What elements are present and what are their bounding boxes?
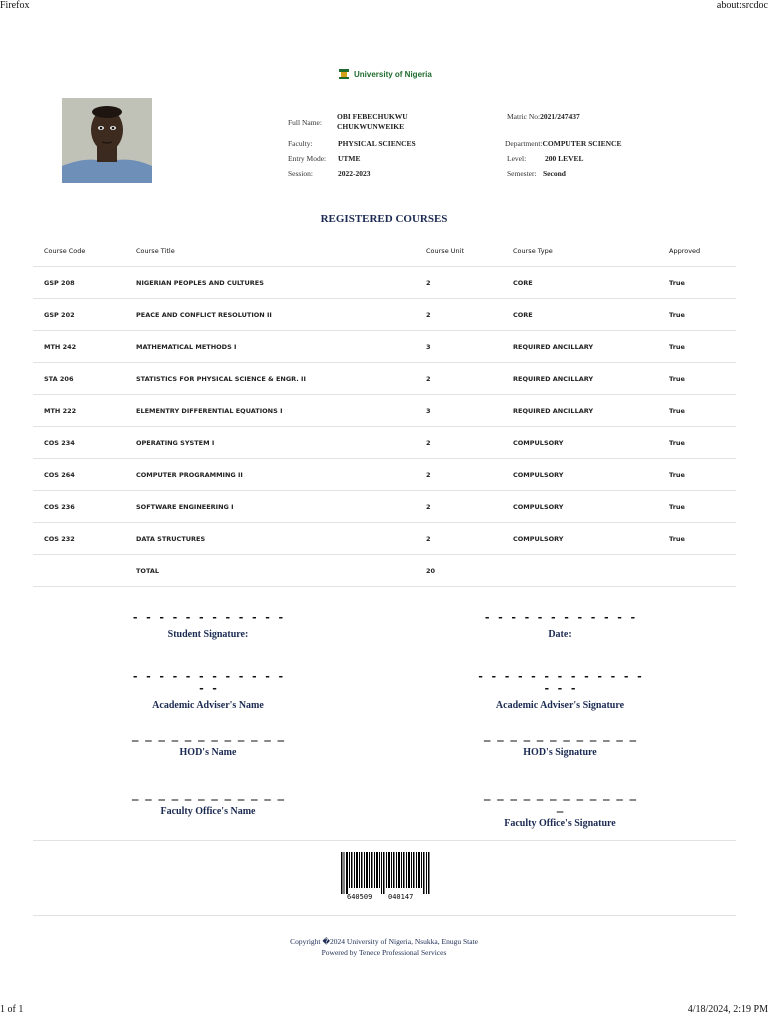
courses-table bbox=[33, 236, 736, 587]
course-code: COS 232 bbox=[33, 523, 125, 555]
total-units: 20 bbox=[415, 555, 502, 587]
course-approved: True bbox=[658, 299, 736, 331]
table-row bbox=[33, 427, 736, 459]
course-type: COMPULSORY bbox=[502, 459, 658, 491]
course-unit: 2 bbox=[415, 459, 502, 491]
faculty-office-signature-block bbox=[482, 789, 638, 829]
table-row bbox=[33, 267, 736, 299]
powered-by-text: Powered by Tenece Professional Services bbox=[321, 948, 447, 957]
course-code: MTH 222 bbox=[33, 395, 125, 427]
course-title: NIGERIAN PEOPLES AND CULTURES bbox=[125, 267, 415, 299]
course-code: COS 236 bbox=[33, 491, 125, 523]
header-approved: Approved bbox=[658, 236, 736, 267]
course-title: SOFTWARE ENGINEERING I bbox=[125, 491, 415, 523]
signature-line: - - - - - - - - - - - - bbox=[483, 611, 637, 624]
course-code: COS 234 bbox=[33, 427, 125, 459]
total-label: TOTAL bbox=[125, 555, 415, 587]
header-course-unit: Course Unit bbox=[415, 236, 502, 267]
adviser-signature-label: Academic Adviser's Signature bbox=[495, 700, 625, 711]
matric-field: Matric No:2021/247437 bbox=[507, 112, 580, 121]
semester-value: Second bbox=[543, 169, 566, 178]
full-name-value bbox=[337, 112, 408, 132]
course-approved: True bbox=[658, 395, 736, 427]
table-row bbox=[33, 331, 736, 363]
hod-name-block bbox=[130, 730, 286, 758]
page-url: about:srcdoc bbox=[716, 0, 768, 11]
course-title: PEACE AND CONFLICT RESOLUTION II bbox=[125, 299, 415, 331]
hod-signature-label: HOD's Signature bbox=[523, 747, 597, 758]
table-row bbox=[33, 523, 736, 555]
table-row bbox=[33, 491, 736, 523]
course-approved: True bbox=[658, 331, 736, 363]
department-field: Department:COMPUTER SCIENCE bbox=[505, 139, 622, 148]
university-crest-icon bbox=[338, 68, 350, 80]
barcode-number-left: 640509 bbox=[347, 893, 373, 901]
course-title: OPERATING SYSTEM I bbox=[125, 427, 415, 459]
session-label: Session: bbox=[288, 169, 314, 178]
course-approved: True bbox=[658, 459, 736, 491]
course-unit: 3 bbox=[415, 395, 502, 427]
course-type: REQUIRED ANCILLARY bbox=[502, 395, 658, 427]
table-row bbox=[33, 395, 736, 427]
date-label: Date: bbox=[548, 629, 572, 640]
level-value: 200 LEVEL bbox=[545, 154, 584, 163]
signature-line: - - - - - - - - - - - - - - bbox=[131, 670, 285, 695]
course-code: STA 206 bbox=[33, 363, 125, 395]
semester-label: Semester: bbox=[507, 169, 537, 178]
barcode bbox=[339, 852, 431, 902]
adviser-name-block bbox=[130, 671, 286, 711]
course-type: COMPULSORY bbox=[502, 523, 658, 555]
course-unit: 2 bbox=[415, 491, 502, 523]
copyright-text: Copyright �2024 University of Nigeria, Nsukka, Enugu State bbox=[290, 937, 478, 946]
barcode-number-right: 040147 bbox=[388, 893, 414, 901]
matric-value: 2021/247437 bbox=[540, 112, 580, 121]
course-unit: 2 bbox=[415, 299, 502, 331]
course-unit: 2 bbox=[415, 427, 502, 459]
faculty-value: PHYSICAL SCIENCES bbox=[338, 139, 416, 148]
faculty-label: Faculty: bbox=[288, 139, 313, 148]
course-unit: 2 bbox=[415, 523, 502, 555]
full-name-label: Full Name: bbox=[288, 118, 322, 127]
course-type: REQUIRED ANCILLARY bbox=[502, 363, 658, 395]
signature-line: - - - - - - - - - - - - - - - - bbox=[477, 670, 643, 695]
course-type: CORE bbox=[502, 299, 658, 331]
course-approved: True bbox=[658, 267, 736, 299]
table-row bbox=[33, 363, 736, 395]
faculty-office-name-block bbox=[130, 789, 286, 817]
header-course-type: Course Type bbox=[502, 236, 658, 267]
signature-line: _ _ _ _ _ _ _ _ _ _ _ _ bbox=[483, 729, 637, 742]
course-approved: True bbox=[658, 523, 736, 555]
registered-courses-title: REGISTERED COURSES bbox=[320, 213, 448, 225]
course-approved: True bbox=[658, 363, 736, 395]
course-type: COMPULSORY bbox=[502, 491, 658, 523]
page-indicator: 1 of 1 bbox=[0, 1004, 24, 1015]
faculty-office-name-label: Faculty Office's Name bbox=[160, 806, 256, 817]
entry-mode-value: UTME bbox=[338, 154, 361, 163]
entry-mode-label: Entry Mode: bbox=[288, 154, 327, 163]
faculty-office-signature-label: Faculty Office's Signature bbox=[504, 818, 616, 829]
full-name-line1: OBI FEBECHUKWU bbox=[337, 112, 408, 121]
course-unit: 3 bbox=[415, 331, 502, 363]
header-course-code: Course Code bbox=[33, 236, 125, 267]
course-type: COMPULSORY bbox=[502, 427, 658, 459]
table-row bbox=[33, 459, 736, 491]
student-signature-block bbox=[130, 612, 286, 640]
course-approved: True bbox=[658, 491, 736, 523]
signature-line: _ _ _ _ _ _ _ _ _ _ _ _ bbox=[131, 729, 285, 742]
course-title: MATHEMATICAL METHODS I bbox=[125, 331, 415, 363]
total-row bbox=[33, 555, 736, 587]
course-unit: 2 bbox=[415, 267, 502, 299]
course-unit: 2 bbox=[415, 363, 502, 395]
header-course-title: Course Title bbox=[125, 236, 415, 267]
course-title: DATA STRUCTURES bbox=[125, 523, 415, 555]
course-code: COS 264 bbox=[33, 459, 125, 491]
session-value: 2022-2023 bbox=[338, 169, 371, 178]
signature-line: - - - - - - - - - - - - bbox=[131, 611, 285, 624]
browser-name: Firefox bbox=[0, 0, 30, 11]
table-row bbox=[33, 299, 736, 331]
university-logo bbox=[338, 68, 432, 80]
course-code: MTH 242 bbox=[33, 331, 125, 363]
divider bbox=[33, 915, 736, 916]
course-title: STATISTICS FOR PHYSICAL SCIENCE & ENGR. II bbox=[125, 363, 415, 395]
full-name-line2: CHUKWUNWEIKE bbox=[337, 122, 405, 131]
hod-signature-block bbox=[482, 730, 638, 758]
hod-name-label: HOD's Name bbox=[179, 747, 237, 758]
table-header-row bbox=[33, 236, 736, 267]
department-value: COMPUTER SCIENCE bbox=[542, 139, 622, 148]
signature-line: _ _ _ _ _ _ _ _ _ _ _ _ _ bbox=[483, 788, 637, 813]
adviser-name-label: Academic Adviser's Name bbox=[152, 700, 264, 711]
student-signature-label: Student Signature: bbox=[167, 629, 249, 640]
student-photo bbox=[62, 98, 152, 183]
course-code: GSP 208 bbox=[33, 267, 125, 299]
course-type: CORE bbox=[502, 267, 658, 299]
date-block bbox=[482, 612, 638, 640]
signature-line: _ _ _ _ _ _ _ _ _ _ _ _ bbox=[131, 788, 285, 801]
level-label: Level: bbox=[507, 154, 527, 163]
course-type: REQUIRED ANCILLARY bbox=[502, 331, 658, 363]
logo-text: University of Nigeria bbox=[354, 69, 432, 79]
course-title: ELEMENTRY DIFFERENTIAL EQUATIONS I bbox=[125, 395, 415, 427]
divider bbox=[33, 840, 736, 841]
course-approved: True bbox=[658, 427, 736, 459]
adviser-signature-block bbox=[474, 671, 646, 711]
course-title: COMPUTER PROGRAMMING II bbox=[125, 459, 415, 491]
course-code: GSP 202 bbox=[33, 299, 125, 331]
print-timestamp: 4/18/2024, 2:19 PM bbox=[687, 1004, 768, 1015]
